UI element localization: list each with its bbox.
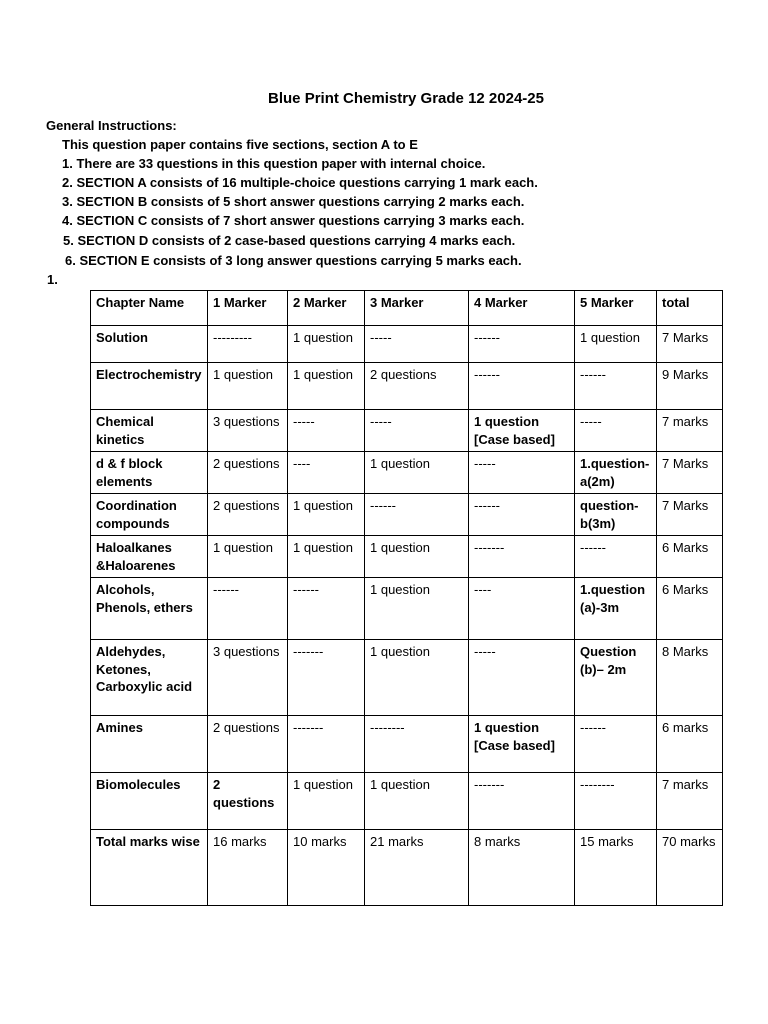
table-row (91, 716, 723, 773)
table-row (91, 536, 723, 578)
table-row (91, 494, 723, 536)
table-cell: ----- (575, 410, 657, 452)
header-1-marker: 1 Marker (208, 291, 288, 326)
table-cell: 1 question (365, 452, 469, 494)
chapter-name-cell: Amines (91, 716, 208, 773)
table-cell: ------ (288, 578, 365, 640)
table-cell: 16 marks (208, 830, 288, 906)
table-cell: 6 Marks (657, 536, 723, 578)
table-cell: ------ (365, 494, 469, 536)
table-cell: 3 questions (208, 640, 288, 716)
chapter-name-cell: Coordination compounds (91, 494, 208, 536)
table-cell: 2 questions (208, 773, 288, 830)
table-cell: 1 question (208, 536, 288, 578)
table-cell: ----- (469, 640, 575, 716)
header-3-marker: 3 Marker (365, 291, 469, 326)
list-number: 1. (47, 272, 58, 287)
table-row (91, 410, 723, 452)
table-cell: 2 questions (208, 494, 288, 536)
table-cell: ----- (365, 326, 469, 363)
table-cell: 1 question [Case based] (469, 716, 575, 773)
table-cell: ------- (288, 716, 365, 773)
table-cell: ------ (575, 716, 657, 773)
table-cell: ------- (469, 536, 575, 578)
instructions-intro: This question paper contains five sections, section A to E (62, 137, 418, 152)
table-header-row (91, 291, 723, 326)
table-cell: 6 marks (657, 716, 723, 773)
document-title: Blue Print Chemistry Grade 12 2024-25 (268, 90, 544, 107)
header-chapter-name: Chapter Name (91, 291, 208, 326)
table-cell: 1 question (288, 363, 365, 410)
table-cell: Question (b)– 2m (575, 640, 657, 716)
chapter-name-cell: Chemical kinetics (91, 410, 208, 452)
table-row (91, 578, 723, 640)
blueprint-table (90, 290, 723, 906)
table-cell: 1.question (a)-3m (575, 578, 657, 640)
table-cell: 1 question (288, 773, 365, 830)
chapter-name-cell: Electrochemistry (91, 363, 208, 410)
chapter-name-cell: Alcohols, Phenols, ethers (91, 578, 208, 640)
table-cell: ----- (288, 410, 365, 452)
table-cell: 21 marks (365, 830, 469, 906)
table-cell: 6 Marks (657, 578, 723, 640)
instruction-item-4: 4. SECTION C consists of 7 short answer questions carrying 3 marks each. (62, 213, 525, 228)
table-cell: 1 question (208, 363, 288, 410)
table-cell: 1.question-a(2m) (575, 452, 657, 494)
instruction-item-3: 3. SECTION B consists of 5 short answer questions carrying 2 marks each. (62, 194, 525, 209)
header-4-marker: 4 Marker (469, 291, 575, 326)
table-cell: 7 marks (657, 773, 723, 830)
table-cell: 1 question (288, 494, 365, 536)
table-cell: 7 Marks (657, 494, 723, 536)
table-cell: 15 marks (575, 830, 657, 906)
table-cell: 70 marks (657, 830, 723, 906)
instruction-item-1: 1. There are 33 questions in this question paper with internal choice. (62, 156, 486, 171)
table-cell: 2 questions (365, 363, 469, 410)
table-cell: ---- (288, 452, 365, 494)
table-cell: 10 marks (288, 830, 365, 906)
chapter-name-cell: Solution (91, 326, 208, 363)
table-cell: ------ (469, 494, 575, 536)
chapter-name-cell: Biomolecules (91, 773, 208, 830)
chapter-name-cell: d & f block elements (91, 452, 208, 494)
table-cell: ----- (365, 410, 469, 452)
chapter-name-cell: Total marks wise (91, 830, 208, 906)
table-cell: 2 questions (208, 452, 288, 494)
table-row (91, 640, 723, 716)
table-cell: 1 question (365, 536, 469, 578)
table-cell: 1 question [Case based] (469, 410, 575, 452)
instruction-item-6: 6. SECTION E consists of 3 long answer questions carrying 5 marks each. (65, 253, 522, 268)
table-cell: 9 Marks (657, 363, 723, 410)
table-cell: ------- (469, 773, 575, 830)
table-cell: ------ (575, 363, 657, 410)
header-5-marker: 5 Marker (575, 291, 657, 326)
table-row (91, 452, 723, 494)
table-cell: 2 questions (208, 716, 288, 773)
table-cell: 1 question (365, 578, 469, 640)
table-cell: 1 question (365, 640, 469, 716)
table-cell: ------- (288, 640, 365, 716)
instruction-item-2: 2. SECTION A consists of 16 multiple-choice questions carrying 1 mark each. (62, 175, 538, 190)
table-cell: 1 question (288, 326, 365, 363)
table-cell: ----- (469, 452, 575, 494)
header-total: total (657, 291, 723, 326)
chapter-name-cell: Haloalkanes &Haloarenes (91, 536, 208, 578)
table-cell: 8 marks (469, 830, 575, 906)
table-cell: 1 question (575, 326, 657, 363)
table-cell: 1 question (288, 536, 365, 578)
chapter-name-cell: Aldehydes, Ketones, Carboxylic acid (91, 640, 208, 716)
table-cell: -------- (365, 716, 469, 773)
table-cell: ------ (208, 578, 288, 640)
table-cell: 1 question (365, 773, 469, 830)
header-2-marker: 2 Marker (288, 291, 365, 326)
table-cell: 7 Marks (657, 452, 723, 494)
table-row (91, 773, 723, 830)
table-row (91, 326, 723, 363)
table-cell: ---- (469, 578, 575, 640)
table-cell: 8 Marks (657, 640, 723, 716)
table-cell: ------ (469, 363, 575, 410)
table-cell: --------- (208, 326, 288, 363)
table-cell: -------- (575, 773, 657, 830)
table-cell: ------ (575, 536, 657, 578)
instruction-item-5: 5. SECTION D consists of 2 case-based questions carrying 4 marks each. (63, 233, 516, 248)
table-cell: 7 Marks (657, 326, 723, 363)
table-row (91, 363, 723, 410)
table-cell: ------ (469, 326, 575, 363)
table-totals-row (91, 830, 723, 906)
table-cell: 7 marks (657, 410, 723, 452)
table-cell: 3 questions (208, 410, 288, 452)
table-cell: question-b(3m) (575, 494, 657, 536)
general-instructions-heading: General Instructions: (46, 118, 177, 133)
